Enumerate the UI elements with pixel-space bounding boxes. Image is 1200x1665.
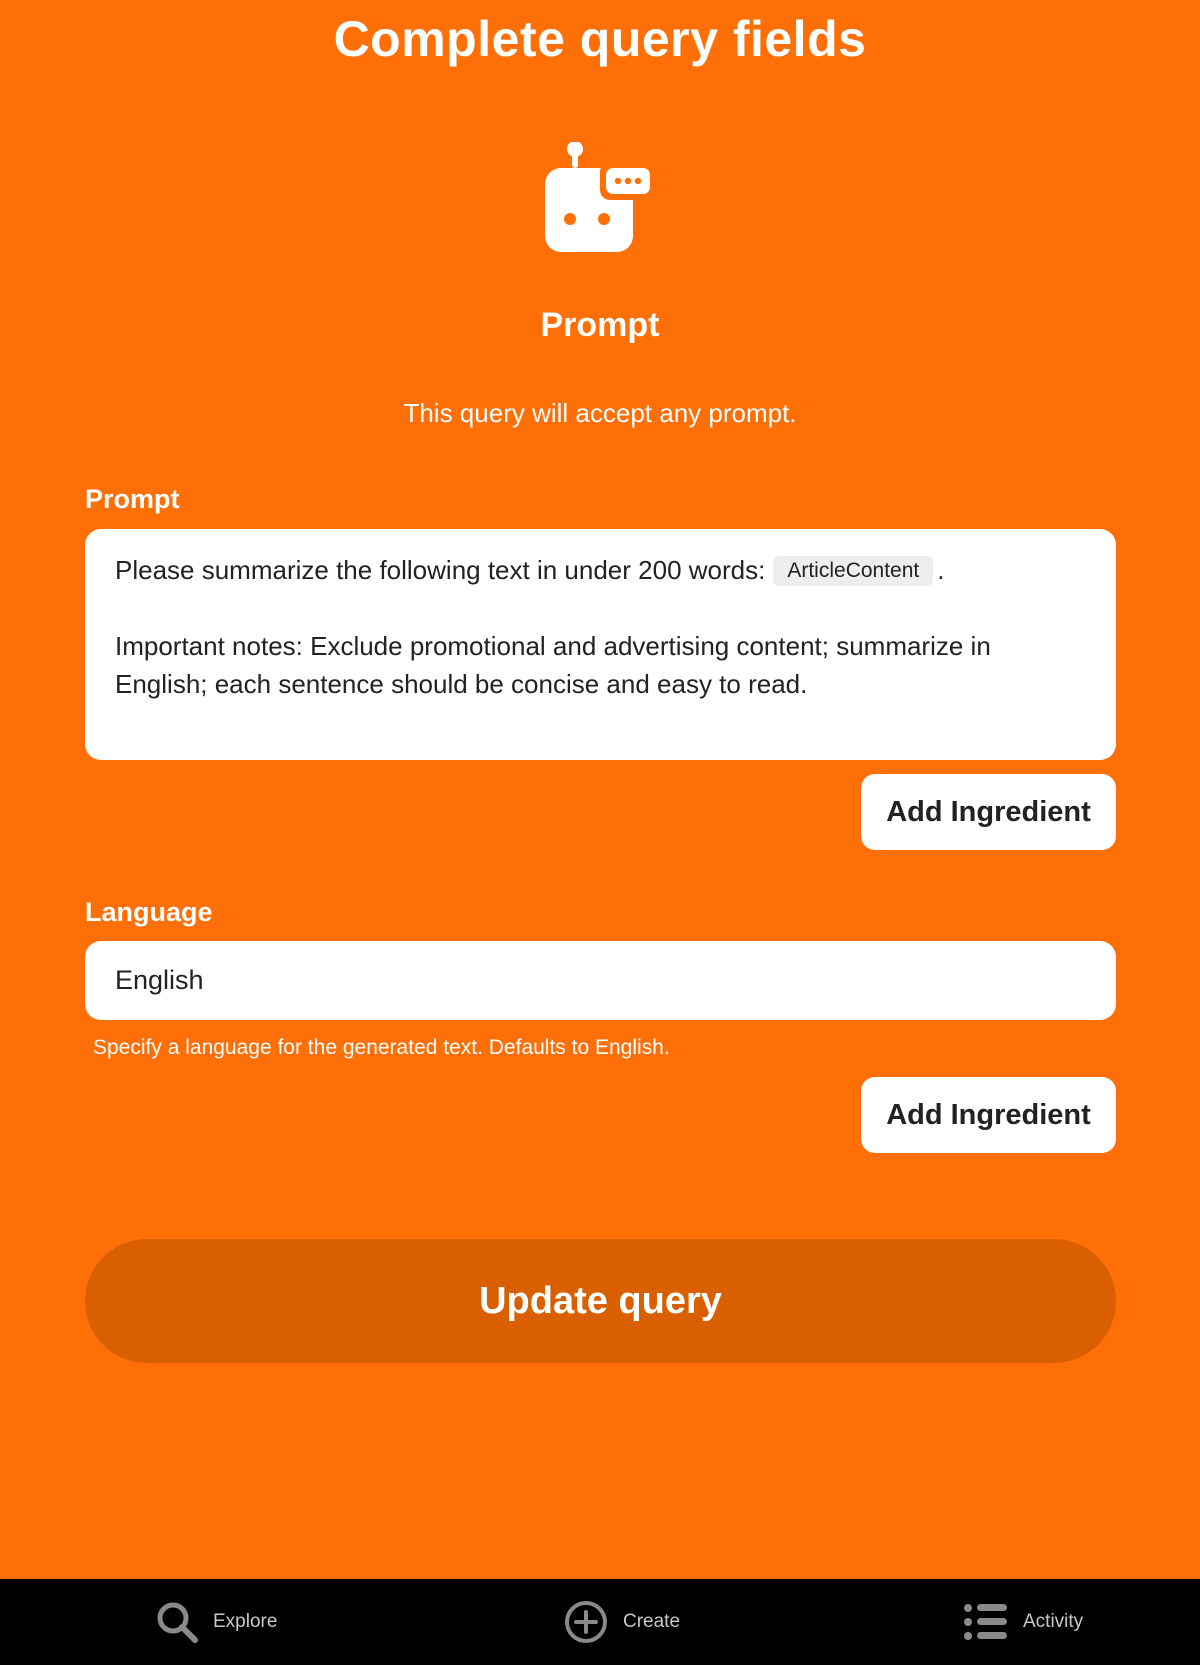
list-icon: [963, 1602, 1009, 1642]
prompt-textarea[interactable]: [85, 529, 1116, 760]
nav-explore-label: Explore: [213, 1611, 278, 1632]
nav-activity-label: Activity: [1023, 1611, 1084, 1632]
search-icon: [155, 1600, 199, 1644]
ingredient-chip[interactable]: ArticleContent: [773, 556, 933, 586]
prompt-label: Prompt: [85, 484, 180, 514]
nav-explore[interactable]: [155, 1579, 277, 1665]
prompt-first-paragraph: [115, 551, 1086, 589]
robot-chat-icon: [542, 142, 660, 260]
service-name: Prompt: [540, 306, 660, 344]
add-ingredient-language-button[interactable]: Add Ingredient: [861, 1077, 1116, 1153]
language-label: Language: [85, 897, 213, 927]
add-ingredient-prompt-button[interactable]: Add Ingredient: [861, 774, 1116, 850]
update-query-button[interactable]: Update query: [85, 1239, 1116, 1363]
prompt-text-before: Please summarize the following text in under 200 words:: [115, 555, 766, 585]
page-title: Complete query fields: [333, 11, 867, 67]
nav-create[interactable]: [563, 1579, 680, 1665]
plus-circle-icon: [563, 1599, 609, 1645]
nav-activity[interactable]: [963, 1579, 1083, 1665]
service-description: This query will accept any prompt.: [403, 398, 797, 428]
language-help-text: Specify a language for the generated text. Defaults to English.: [93, 1036, 670, 1059]
prompt-second-paragraph: Important notes: Exclude promotional and advertising content; summarize in English; each sentence should be concise and easy to read.: [115, 631, 991, 699]
prompt-text-after: .: [937, 555, 945, 585]
language-input[interactable]: [85, 941, 1116, 1020]
nav-create-label: Create: [623, 1611, 681, 1632]
bottom-navigation: [0, 1579, 1200, 1665]
